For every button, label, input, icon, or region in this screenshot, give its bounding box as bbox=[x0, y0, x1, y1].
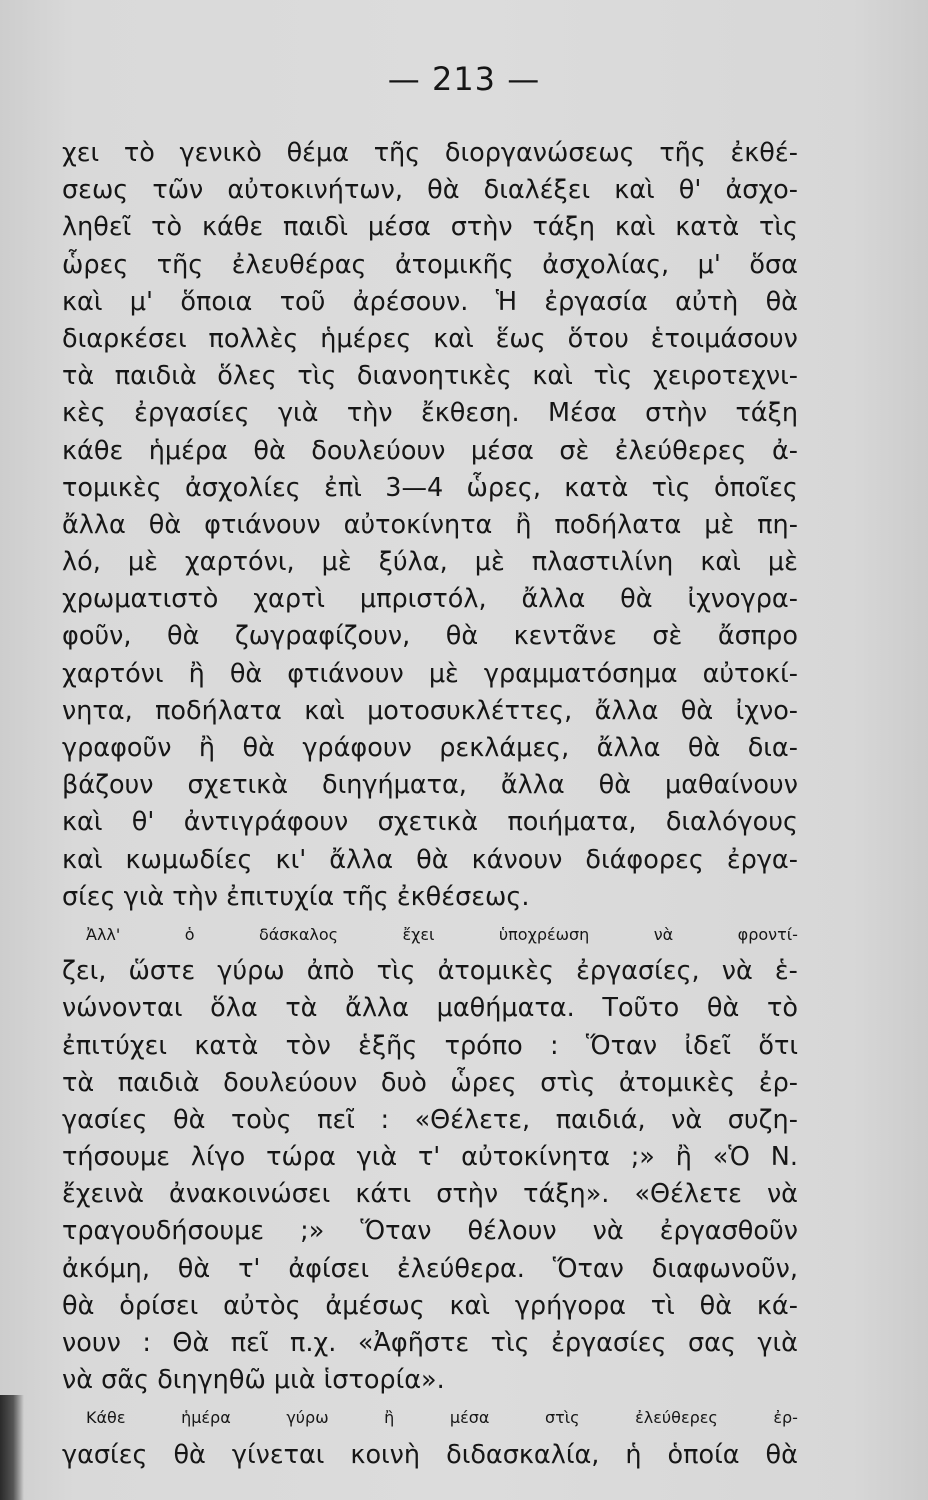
text-line: τὰ παιδιὰ δουλεύουν δυὸ ὧρες στὶς ἀτομικὲς ἐρ- bbox=[62, 1067, 798, 1098]
text-line: ἔχεινὰ ἀνακοινώσει κάτι στὴν τάξη». «Θέλετε νὰ bbox=[62, 1179, 798, 1210]
text-line: κὲς ἐργασίες γιὰ τὴν ἔκθεση. Μέσα στὴν τάξη bbox=[62, 398, 798, 429]
text-line: σεως τῶν αὐτοκινήτων, θὰ διαλέξει καὶ θ' ἀσχο- bbox=[62, 175, 798, 206]
text-line: ἀκόμη, θὰ τ' ἀφίσει ἐλεύθερα. Ὅταν διαφωνοῦν, bbox=[62, 1253, 798, 1284]
text-line: βάζουν σχετικὰ διηγήματα, ἄλλα θὰ μαθαίνουν bbox=[62, 770, 798, 801]
page-edge-shadow bbox=[0, 1395, 24, 1500]
text-line: τήσουμε λίγο τώρα γιὰ τ' αὐτοκίνητα ;» ἢ «Ὁ Ν. bbox=[62, 1142, 798, 1173]
text-line: γασίες θὰ γίνεται κοινὴ διδασκαλία, ἡ ὁποία θὰ bbox=[62, 1439, 798, 1470]
text-line: φοῦν, θὰ ζωγραφίζουν, θὰ κεντᾶνε σὲ ἄσπρο bbox=[62, 621, 798, 652]
text-line: Κάθε ἡμέρα γύρω ἢ μέσα στὶς ἐλεύθερες ἐρ- bbox=[86, 1408, 798, 1428]
text-line: νητα, ποδήλατα καὶ μοτοσυκλέττες, ἄλλα θὰ ἰχνο- bbox=[62, 695, 798, 726]
text-line: χρωματιστὸ χαρτὶ μπριστόλ, ἄλλα θὰ ἰχνογρα- bbox=[62, 584, 798, 615]
text-line: νὰ σᾶς διηγηθῶ μιὰ ἱστορία». bbox=[62, 1365, 445, 1396]
body-text bbox=[62, 135, 798, 1474]
text-line: νώνονται ὅλα τὰ ἄλλα μαθήματα. Τοῦτο θὰ τὸ bbox=[62, 993, 798, 1024]
text-line: χει τὸ γενικὸ θέμα τῆς διοργανώσεως τῆς ἐκθέ- bbox=[62, 138, 798, 168]
text-line: θὰ ὁρίσει αὐτὸς ἀμέσως καὶ γρήγορα τὶ θὰ κά- bbox=[62, 1290, 798, 1321]
text-line: σίες γιὰ τὴν ἐπιτυχία τῆς ἐκθέσεως. bbox=[62, 881, 530, 912]
text-line: ἐπιτύχει κατὰ τὸν ἑξῆς τρόπο : Ὅταν ἰδεῖ ὅτι bbox=[62, 1030, 798, 1061]
text-line: καὶ κωμωδίες κι' ἄλλα θὰ κάνουν διάφορες ἐργα- bbox=[62, 844, 798, 875]
text-line: κάθε ἡμέρα θὰ δουλεύουν μέσα σὲ ἐλεύθερες ἀ- bbox=[62, 435, 798, 466]
text-line: τομικὲς ἀσχολίες ἐπὶ 3—4 ὧρες, κατὰ τὶς ὁποῖες bbox=[62, 472, 798, 503]
text-line: ἄλλα θὰ φτιάνουν αὐτοκίνητα ἢ ποδήλατα μὲ πη- bbox=[62, 509, 798, 540]
text-line: γραφοῦν ἢ θὰ γράφουν ρεκλάμες, ἄλλα θὰ δια- bbox=[62, 733, 798, 763]
text-line: γασίες θὰ τοὺς πεῖ : «Θέλετε, παιδιά, νὰ συζη- bbox=[62, 1104, 798, 1135]
text-line: νουν : Θὰ πεῖ π.χ. «Ἀφῆστε τὶς ἐργασίες σας γιὰ bbox=[62, 1328, 798, 1358]
text-line: λό, μὲ χαρτόνι, μὲ ξύλα, μὲ πλαστιλίνη καὶ μὲ bbox=[62, 547, 798, 578]
page-number: — 213 — bbox=[387, 60, 541, 98]
text-line: καὶ μ' ὅποια τοῦ ἀρέσουν. Ἡ ἐργασία αὐτὴ θὰ bbox=[62, 286, 798, 317]
text-line: τραγουδήσουμε ;» Ὅταν θέλουν νὰ ἐργασθοῦν bbox=[62, 1216, 798, 1247]
text-line: διαρκέσει πολλὲς ἡμέρες καὶ ἕως ὅτου ἑτοιμάσουν bbox=[62, 323, 798, 354]
text-line: ληθεῖ τὸ κάθε παιδὶ μέσα στὴν τάξη καὶ κατὰ τὶς bbox=[62, 212, 798, 243]
text-line: τὰ παιδιὰ ὅλες τὶς διανοητικὲς καὶ τὶς χειροτεχνι- bbox=[62, 361, 798, 392]
text-line: ζει, ὥστε γύρω ἀπὸ τὶς ἀτομικὲς ἐργασίες, νὰ ἑ- bbox=[62, 956, 798, 987]
text-line: καὶ θ' ἀντιγράφουν σχετικὰ ποιήματα, διαλόγους bbox=[62, 807, 798, 838]
text-line: χαρτόνι ἢ θὰ φτιάνουν μὲ γραμματόσημα αὐτοκί- bbox=[62, 658, 798, 689]
text-line: ὧρες τῆς ἐλευθέρας ἀτομικῆς ἀσχολίας, μ' ὅσα bbox=[62, 249, 798, 280]
text-line: Ἀλλ' ὁ δάσκαλος ἔχει ὑποχρέωση νὰ φροντί- bbox=[86, 924, 798, 944]
